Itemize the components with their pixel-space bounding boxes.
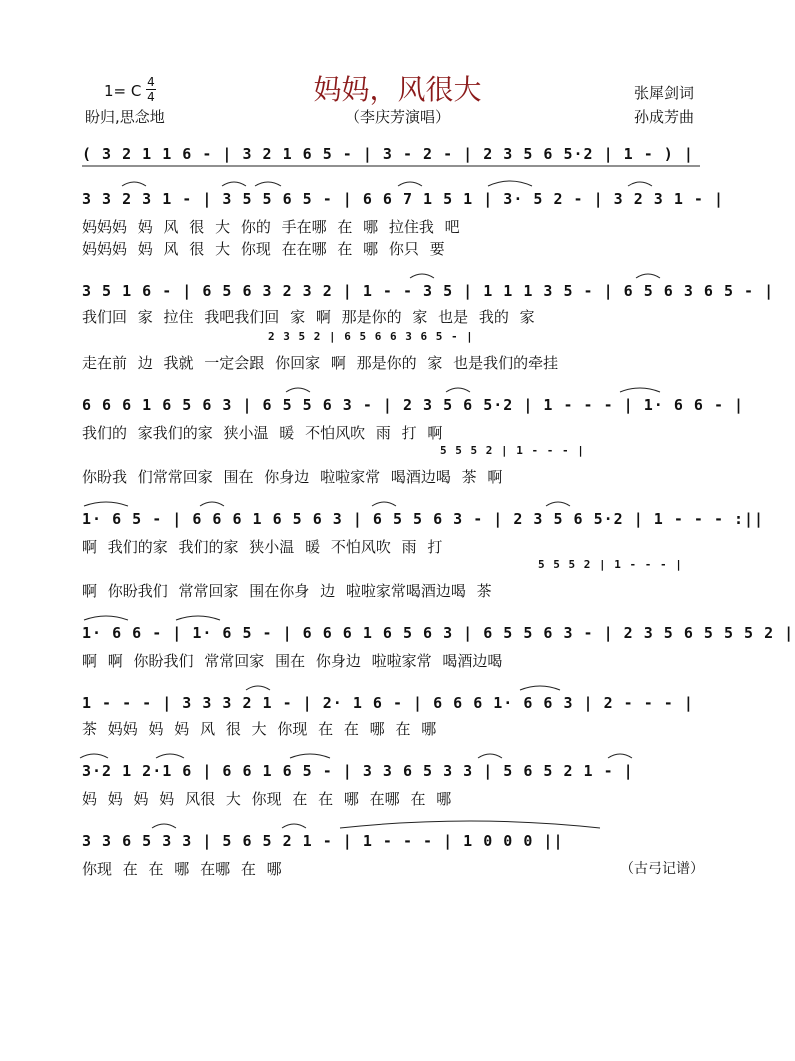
- time-signature: [146, 76, 156, 103]
- song-title: 妈妈，风很大: [313, 73, 482, 106]
- lyric-line-6: 啊 啊 你盼我们 常常回家 围在 你身边 啦啦家常 喝酒边喝: [82, 652, 503, 670]
- singer-credit: （李庆芳演唱）: [344, 108, 450, 126]
- lyric-line-2b: 妈妈妈 妈 风 很 大 你现 在在哪 在 哪 你只 要: [82, 240, 445, 258]
- notation-line-8: 3·2 1 2·1 6 | 6 6 1 6 5 - | 3 3 6 5 3 3 | 5 6 5 2 1 - |: [82, 762, 634, 780]
- time-top: 4: [147, 75, 155, 89]
- lyric-line-5b: 啊 你盼我们 常常回家 围在你身 边 啦啦家常喝酒边喝 茶: [82, 582, 492, 600]
- expression-mark: 盼归,思念地: [85, 108, 165, 126]
- notation-line-4: 6 6 6 1 6 5 6 3 | 6 5 5 6 3 - | 2 3 5 6 5·2 | 1 - - - | 1· 6 6 - |: [82, 396, 745, 414]
- lyric-line-3b: 走在前 边 我就 一定会跟 你回家 啊 那是你的 家 也是我们的牵挂: [82, 354, 559, 372]
- alt-notation-5: 5 5 5 2 | 1 - - - |: [538, 558, 683, 571]
- composer-credit: 孙成芳曲: [634, 108, 695, 126]
- notation-line-6: 1· 6 6 - | 1· 6 5 - | 6 6 6 1 6 5 6 3 | 6 5 5 6 3 - | 2 3 5 6 5 5 5 2 |: [82, 624, 795, 642]
- notation-line-5: 1· 6 5 - | 6 6 6 1 6 5 6 3 | 6 5 5 6 3 - | 2 3 5 6 5·2 | 1 - - - :||: [82, 510, 765, 528]
- notation-line-3: 3 5 1 6 - | 6 5 6 3 2 3 2 | 1 - - 3 5 | 1 1 1 3 5 - | 6 5 6 3 6 5 - |: [82, 282, 775, 300]
- lyricist-credit: 张犀剑词: [634, 84, 695, 102]
- lyric-line-2a: 妈妈妈 妈 风 很 大 你的 手在哪 在 哪 拉住我 吧: [82, 218, 460, 236]
- notation-line-9: 3 3 6 5 3 3 | 5 6 5 2 1 - | 1 - - - | 1 0 0 0 ||: [82, 832, 564, 850]
- lyric-line-8: 妈 妈 妈 妈 风很 大 你现 在 在 哪 在哪 在 哪: [82, 790, 452, 808]
- lyric-line-3a: 我们回 家 拉住 我吧我们回 家 啊 那是你的 家 也是 我的 家: [82, 308, 535, 326]
- notation-line-2: 3 3 2 3 1 - | 3 5 5 6 5 - | 6 6 7 1 5 1 | 3· 5 2 - | 3 2 3 1 - |: [82, 190, 724, 208]
- notation-line-1: ( 3 2 1 1 6 - | 3 2 1 6 5 - | 3 - 2 - | 2 3 5 6 5·2 | 1 - ) |: [82, 145, 694, 163]
- notation-line-7: 1 - - - | 3 3 3 2 1 - | 2· 1 6 - | 6 6 6 1· 6 6 3 | 2 - - - |: [82, 694, 694, 712]
- lyric-line-4a: 我们的 家我们的家 狭小温 暖 不怕风吹 雨 打 啊: [82, 424, 443, 442]
- lyric-line-7: 茶 妈妈 妈 妈 风 很 大 你现 在 在 哪 在 哪: [82, 720, 437, 738]
- alt-notation-3: 2 3 5 2 | 6 5 6 6 3 6 5 - |: [268, 330, 474, 343]
- alt-notation-4: 5 5 5 2 | 1 - - - |: [440, 444, 585, 457]
- key-signature: 1= C: [104, 82, 142, 100]
- lyric-line-5a: 啊 我们的家 我们的家 狭小温 暖 不怕风吹 雨 打: [82, 538, 443, 556]
- lyric-line-9: 你现 在 在 哪 在哪 在 哪: [82, 860, 282, 878]
- time-bottom: 4: [147, 90, 155, 104]
- transcriber-credit: （古弓记谱）: [620, 861, 704, 877]
- lyric-line-4b: 你盼我 们常常回家 围在 你身边 啦啦家常 喝酒边喝 茶 啊: [82, 468, 503, 486]
